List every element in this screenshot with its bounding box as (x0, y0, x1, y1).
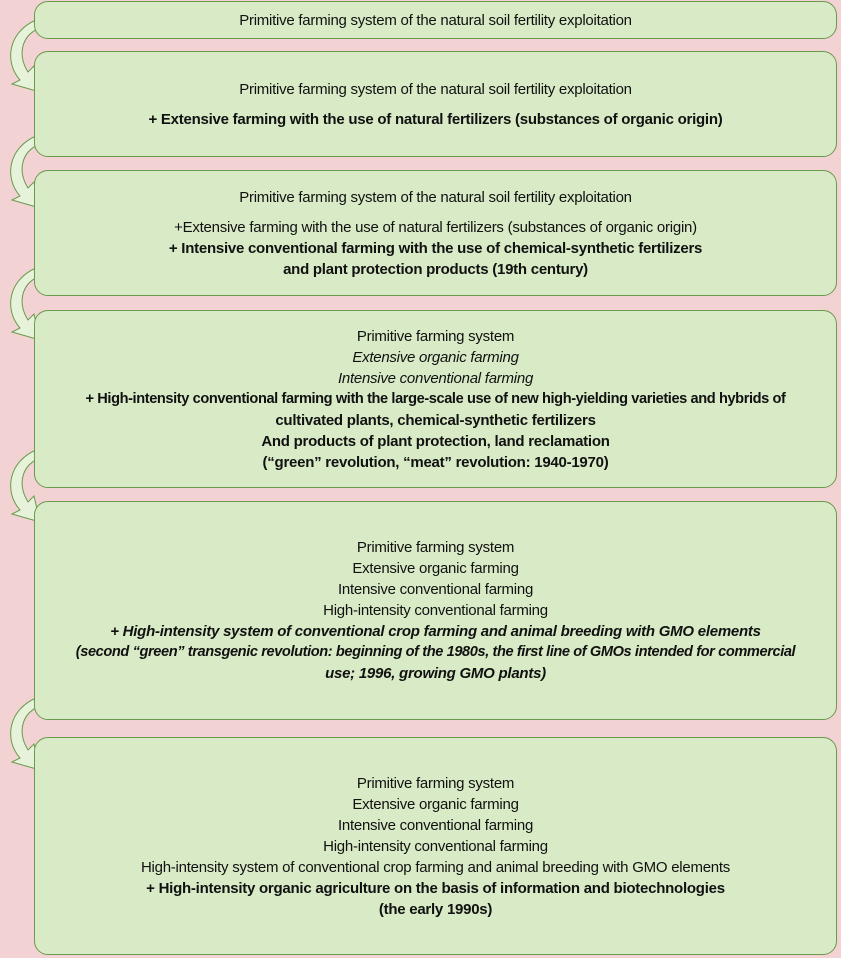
stage-box-primitive (34, 1, 837, 39)
stage-new-system-line: + Intensive conventional farming with the use of chemical-synthetic fertilizers (168, 239, 703, 257)
stage-line: Intensive conventional farming (337, 816, 534, 834)
stage-new-system-line: use; 1996, growing GMO plants) (325, 665, 546, 682)
stage-line: Primitive farming system (356, 539, 515, 556)
stage-box-extensive (34, 51, 837, 157)
stage-line: High-intensity conventional farming (323, 602, 548, 619)
stage-new-system-line: and plant protection products (19th century) (283, 260, 588, 278)
stage-line: Primitive farming system of the natural soil fertility exploitation (239, 80, 632, 98)
stage-box-high-intensity (34, 310, 837, 488)
stage-line: Primitive farming system of the natural soil fertility exploitation (239, 188, 632, 206)
stage-line: Primitive farming system of the natural soil fertility exploitation (239, 11, 632, 29)
stage-new-system-line: + High-intensity system of conventional crop farming and animal breeding with GMO elements (110, 623, 761, 640)
stage-new-system-line: And products of plant protection, land reclamation (261, 432, 610, 450)
stage-line: Intensive conventional farming (337, 581, 534, 598)
stage-line: High-intensity conventional farming (323, 837, 548, 855)
stage-line: Primitive farming system (356, 327, 515, 345)
stage-box-organic-biotech (34, 737, 837, 955)
stage-line: +Extensive farming with the use of natural fertilizers (substances of organic origin) (174, 218, 697, 236)
stage-box-intensive (34, 170, 837, 296)
stage-new-system-line: cultivated plants, chemical-synthetic fertilizers (275, 411, 596, 429)
stage-line: Primitive farming system (356, 774, 515, 792)
stage-new-system-line: (the early 1990s) (378, 900, 493, 918)
stage-line: Extensive organic farming (352, 795, 519, 813)
stage-line: Intensive conventional farming (337, 369, 534, 387)
stage-new-system-line: + Extensive farming with the use of natural fertilizers (substances of organic origin) (148, 110, 723, 128)
stage-new-system-line: + High-intensity conventional farming with the large-scale use of new high-yielding varieties and hybrids of (85, 390, 786, 407)
stage-new-system-line: (“green” revolution, “meat” revolution: 1940-1970) (262, 453, 609, 471)
stage-new-system-line: (second “green” transgenic revolution: beginning of the 1980s, the first line of GMOs intended for commercial (75, 644, 796, 660)
stage-line: High-intensity system of conventional crop farming and animal breeding with GMO elements (140, 858, 731, 876)
stage-line: Extensive organic farming (352, 348, 519, 366)
stage-line: Extensive organic farming (352, 560, 519, 577)
stage-new-system-line: + High-intensity organic agriculture on the basis of information and biotechnologies (146, 879, 725, 897)
stage-box-gmo (34, 501, 837, 720)
